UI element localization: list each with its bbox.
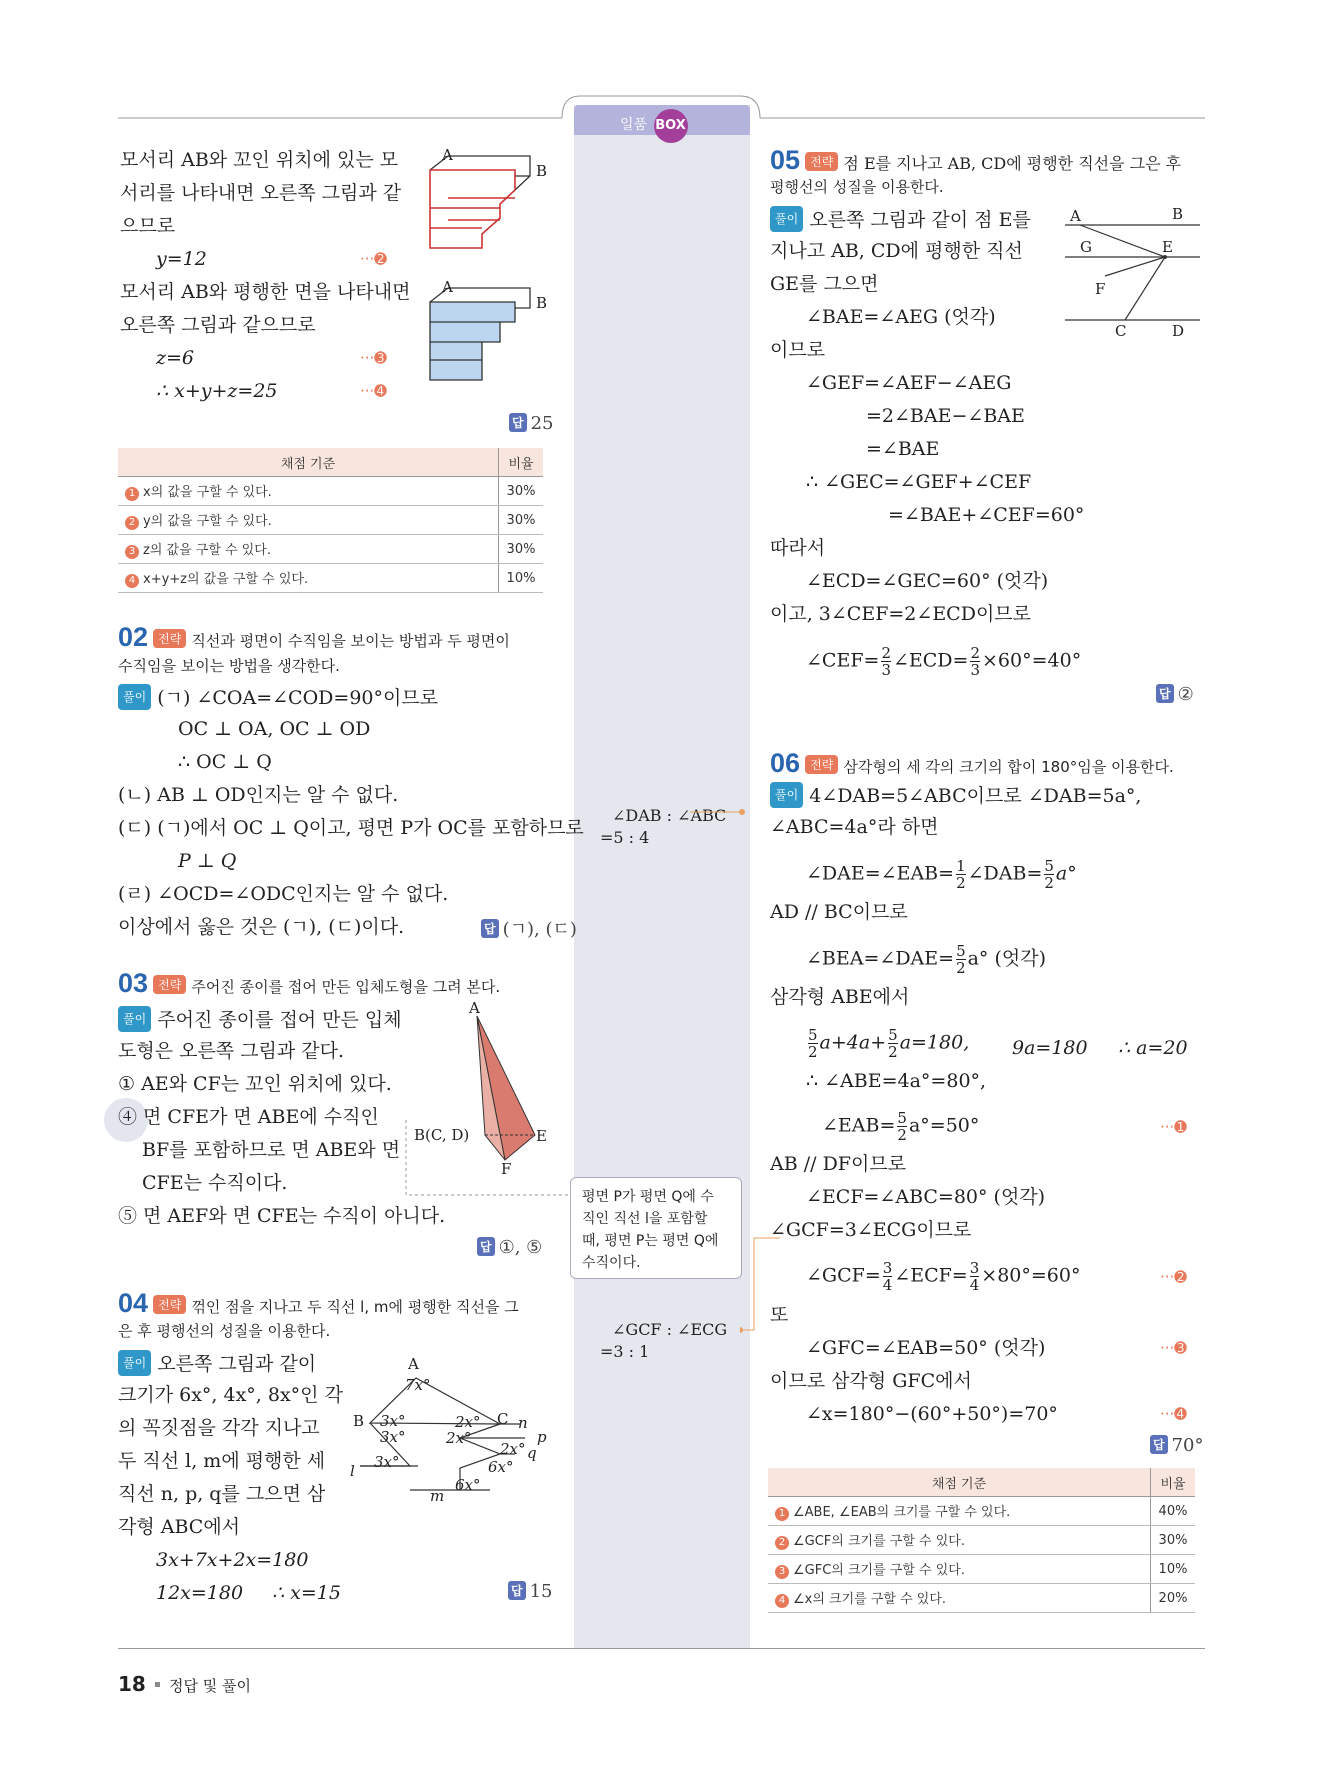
answer-icon: 답 xyxy=(481,919,499,938)
fraction: $\frac{5}{2}$ xyxy=(808,1026,818,1061)
q03-line6: CFE는 수직이다. xyxy=(142,1172,288,1194)
table-row: 4 x+y+z의 값을 구할 수 있다. 10% xyxy=(118,564,543,593)
q04-fig-m: m xyxy=(430,1487,445,1505)
strategy-tag: 전략 xyxy=(153,975,186,994)
mid-note2a: ∠GCF : ∠ECG xyxy=(612,1320,728,1339)
q05-figure xyxy=(1060,210,1205,325)
q04-fig-l: l xyxy=(350,1462,355,1480)
q06-eq4: ∴ ∠ABE=4a°=80°, xyxy=(806,1070,987,1092)
q05-line2: 지나고 AB, CD에 평행한 직선 xyxy=(770,240,1023,262)
q02-strategy2: 수직임을 보이는 방법을 생각한다. xyxy=(118,657,340,675)
q05-eq6: =∠BAE+∠CEF=60° xyxy=(888,504,1085,526)
fig1-a: A xyxy=(442,146,453,164)
q03-line1: 풀이 주어진 종이를 접어 만든 입체 xyxy=(118,1006,402,1032)
q04-line1: 풀이 오른쪽 그림과 같이 xyxy=(118,1350,316,1376)
q04-fig-7x: 7x° xyxy=(405,1376,431,1394)
page-number: 18 xyxy=(118,1672,146,1696)
q05-fig-d: D xyxy=(1172,322,1185,340)
q04-line2: 크기가 6x°, 4x°, 8x°인 각 xyxy=(118,1384,343,1406)
q05-answer: 답 ② xyxy=(1156,684,1194,705)
q02-line8: 이상에서 옳은 것은 (ㄱ), (ㄷ)이다. xyxy=(118,916,405,938)
tip-line3: 때, 평면 P는 평면 Q에 xyxy=(582,1233,719,1249)
solution-tag: 풀이 xyxy=(118,1350,151,1376)
footer-label: 정답 및 풀이 xyxy=(169,1677,252,1695)
p1-mark2: ···➋ xyxy=(360,250,387,268)
q04-fig-n: n xyxy=(518,1414,528,1432)
p1-line3: 으므로 xyxy=(120,215,176,237)
q06-eq3c: 9a=180 xyxy=(1012,1037,1088,1059)
mid-note1a: ∠DAB : ∠ABC xyxy=(612,806,727,825)
q06-heading xyxy=(770,748,1174,779)
q04-heading xyxy=(118,1288,519,1319)
fraction: $\frac{2}{3}$ xyxy=(881,644,891,679)
q05-eq7: ∠ECD=∠GEC=60° (엇각) xyxy=(806,570,1049,592)
q05-fig-b: B xyxy=(1172,205,1184,223)
q04-fig-p: p xyxy=(537,1428,547,1446)
p1-line1: 모서리 AB와 꼬인 위치에 있는 모 xyxy=(120,149,399,171)
fig1-b: B xyxy=(536,162,548,180)
q04-line4: 두 직선 l, m에 평행한 세 xyxy=(118,1450,326,1472)
footer xyxy=(118,1672,251,1696)
strategy-tag: 전략 xyxy=(805,152,838,171)
q05-line3: GE를 그으면 xyxy=(770,273,879,295)
q02-line2: OC ⊥ OA, OC ⊥ OD xyxy=(178,718,371,740)
p1-line4: 모서리 AB와 평행한 면을 나타내면 xyxy=(120,281,411,303)
connector-2 xyxy=(740,1230,780,1350)
q04-fig-3xa: 3x° xyxy=(380,1412,406,1430)
table-header: 채점 기준 비율 xyxy=(768,1468,1195,1497)
p1-mark3: ···➌ xyxy=(360,349,387,367)
q06-line2: ∠ABC=4a°라 하면 xyxy=(770,816,939,838)
q05-eq2: ∠GEF=∠AEF−∠AEG xyxy=(806,372,1012,394)
q06-mark4: ···➍ xyxy=(1160,1405,1187,1423)
q05-strategy2: 평행선의 성질을 이용한다. xyxy=(770,178,944,196)
q06-eq10: ∠x=180°−(60°+50°)=70° xyxy=(806,1403,1058,1425)
q06-line3: AD // BC이므로 xyxy=(770,901,908,923)
q03-line3: ① AE와 CF는 꼬인 위치에 있다. xyxy=(118,1073,392,1095)
q03-number: 03 xyxy=(118,968,149,998)
box-badge: BOX xyxy=(654,109,688,143)
p1-line5: 오른쪽 그림과 같으므로 xyxy=(120,314,316,336)
q02-line7: (ㄹ) ∠OCD=∠ODC인지는 알 수 없다. xyxy=(118,883,449,905)
q05-eq3: =2∠BAE−∠BAE xyxy=(866,405,1025,427)
q04-fig-2xb: 2x° xyxy=(446,1429,472,1447)
answer-icon: 답 xyxy=(477,1237,495,1256)
q06-line5: AB // DF이므로 xyxy=(770,1153,907,1175)
q05-eq8: ∠CEF= $\frac{2}{3}$ ∠ECD= $\frac{2}{3}$ ×60°=40° xyxy=(806,644,1082,679)
strategy-tag: 전략 xyxy=(805,755,838,774)
q04-fig-c: C xyxy=(497,1410,509,1428)
solution-tag: 풀이 xyxy=(118,684,151,710)
fraction: $\frac{2}{3}$ xyxy=(970,644,981,679)
q04-line6: 각형 ABC에서 xyxy=(118,1516,241,1538)
q04-line5: 직선 n, p, q를 그으면 삼 xyxy=(118,1483,326,1505)
q03-line2: 도형은 오른쪽 그림과 같다. xyxy=(118,1040,345,1062)
fraction: $\frac{5}{2}$ xyxy=(897,1109,907,1144)
q04-fig-a: A xyxy=(408,1355,419,1373)
answer-icon: 답 xyxy=(508,1581,526,1600)
fraction: $\frac{5}{2}$ xyxy=(888,1026,898,1061)
table-row: 1 ∠ABE, ∠EAB의 크기를 구할 수 있다. 40% xyxy=(768,1497,1195,1526)
footer-rule xyxy=(118,1648,1205,1649)
q05-number: 05 xyxy=(770,145,801,175)
q03-line7: ⑤ 면 AEF와 면 CFE는 수직이 아니다. xyxy=(118,1205,446,1227)
q04-fig-3xd: 3x° xyxy=(374,1453,400,1471)
q06-eq6: ∠ECF=∠ABC=80° (엇각) xyxy=(806,1186,1046,1208)
criteria-table-1 xyxy=(118,448,543,593)
answer-icon: 답 xyxy=(1150,1435,1168,1454)
q04-strategy2: 은 후 평행선의 성질을 이용한다. xyxy=(118,1322,331,1340)
connector-1 xyxy=(690,800,750,820)
q06-mark2: ···➋ xyxy=(1160,1268,1187,1286)
q05-line4: 이므로 xyxy=(770,339,826,361)
p1-y: y=12 xyxy=(156,248,207,270)
fraction: $\frac{5}{2}$ xyxy=(1044,857,1054,892)
q06-line7: 이므로 삼각형 GFC에서 xyxy=(770,1370,972,1392)
q02-line1: 풀이 (ㄱ) ∠COA=∠COD=90°이므로 xyxy=(118,684,438,710)
q04-fig-q: q xyxy=(527,1444,537,1462)
table-header: 채점 기준 비율 xyxy=(118,448,543,477)
tip-line1: 평면 P가 평면 Q에 수 xyxy=(582,1189,714,1205)
q05-fig-g: G xyxy=(1080,238,1092,256)
table-row: 3 ∠GFC의 크기를 구할 수 있다. 10% xyxy=(768,1555,1195,1584)
q02-line5: (ㄷ) (ㄱ)에서 OC ⊥ Q이고, 평면 P가 OC를 포함하므로 xyxy=(118,817,584,839)
p1-line2: 서리를 나타내면 오른쪽 그림과 같 xyxy=(120,182,402,204)
q05-eq5: ∴ ∠GEC=∠GEF+∠CEF xyxy=(806,471,1032,493)
q06-eq2: ∠BEA=∠DAE= $\frac{5}{2}$ a° (엇각) xyxy=(806,942,1047,977)
solution-tag: 풀이 xyxy=(770,782,803,808)
q06-strategy: 삼각형의 세 각의 크기의 합이 180°임을 이용한다. xyxy=(843,758,1174,776)
q06-line4: 삼각형 ABE에서 xyxy=(770,986,910,1008)
tip-line4: 수직이다. xyxy=(582,1255,641,1271)
q04-eq1: 3x+7x+2x=180 xyxy=(156,1549,309,1571)
q05-heading xyxy=(770,145,1181,176)
mid-note1b: =5 : 4 xyxy=(600,828,650,847)
tip-line2: 직인 직선 l을 포함할 xyxy=(582,1211,708,1227)
q04-fig-3xb: 3x° xyxy=(380,1428,406,1446)
criteria-table-2 xyxy=(768,1468,1195,1613)
q04-fig-6xd: 6x° xyxy=(488,1458,514,1476)
q03-line5: BF를 포함하므로 면 ABE와 면 xyxy=(142,1139,401,1161)
q04-eq3: ∴ x=15 xyxy=(272,1582,341,1604)
middle-column xyxy=(574,105,750,1648)
q03-fig-bcd: B(C, D) xyxy=(414,1126,470,1144)
footer-dot xyxy=(155,1682,160,1687)
q04-fig-b: B xyxy=(353,1412,365,1430)
q03-strategy: 주어진 종이를 접어 만든 입체도형을 그려 본다. xyxy=(191,978,501,996)
box-label-ilpum: 일품 xyxy=(620,117,648,133)
q04-line3: 의 꼭짓점을 각각 지나고 xyxy=(118,1417,320,1439)
p1-z: z=6 xyxy=(156,347,195,369)
q04-fig-2xc: 2x° xyxy=(500,1440,526,1458)
table-row: 1 x의 값을 구할 수 있다. 30% xyxy=(118,477,543,506)
q04-fig-6xe: 6x° xyxy=(455,1476,481,1494)
q05-fig-f: F xyxy=(1095,280,1106,298)
fraction: $\frac{1}{2}$ xyxy=(956,857,966,892)
q06-eq5: ∠EAB= $\frac{5}{2}$ a°=50° xyxy=(822,1109,980,1144)
p1-sum: ∴ x+y+z=25 xyxy=(156,380,278,402)
q05-line5: 따라서 xyxy=(770,537,826,559)
q05-line6: 이고, 3∠CEF=2∠ECD이므로 xyxy=(770,603,1032,625)
q02-line4: (ㄴ) AB ⊥ OD인지는 알 수 없다. xyxy=(118,784,399,806)
table-row: 2 ∠GCF의 크기를 구할 수 있다. 30% xyxy=(768,1526,1195,1555)
q06-answer: 답 70° xyxy=(1150,1435,1204,1456)
q06-eq3d: ∴ a=20 xyxy=(1118,1037,1188,1059)
q05-line1: 풀이 오른쪽 그림과 같이 점 E를 xyxy=(770,206,1031,232)
table-row: 4 ∠x의 크기를 구할 수 있다. 20% xyxy=(768,1584,1195,1613)
q03-fig-f: F xyxy=(501,1160,512,1178)
box-label xyxy=(620,109,688,143)
q03-fig-e: E xyxy=(536,1127,547,1145)
q06-line1: 풀이 4∠DAB=5∠ABC이므로 ∠DAB=5a°, xyxy=(770,782,1141,808)
table-row: 3 z의 값을 구할 수 있다. 30% xyxy=(118,535,543,564)
q05-eq1: ∠BAE=∠AEG (엇각) xyxy=(806,306,996,328)
q02-strategy1: 직선과 평면이 수직임을 보이는 방법과 두 평면이 xyxy=(191,632,510,650)
q05-fig-c: C xyxy=(1115,322,1127,340)
fraction: $\frac{5}{2}$ xyxy=(956,942,966,977)
q06-number: 06 xyxy=(770,748,801,778)
p1-answer: 답 25 xyxy=(509,413,554,434)
solution-tag: 풀이 xyxy=(118,1006,151,1032)
q03-heading xyxy=(118,968,500,999)
fraction: $\frac{3}{4}$ xyxy=(882,1259,893,1294)
q04-answer: 답 15 xyxy=(508,1581,553,1602)
q06-eq8: ∠GCF= $\frac{3}{4}$ ∠ECF= $\frac{3}{4}$ ×80°=60° xyxy=(806,1259,1081,1294)
q06-line6: 또 xyxy=(770,1304,789,1326)
mid-note2b: =3 : 1 xyxy=(600,1342,650,1361)
q05-fig-a: A xyxy=(1070,207,1081,225)
q03-answer: 답 ①, ⑤ xyxy=(477,1237,542,1258)
q04-eq2: 12x=180 xyxy=(156,1582,244,1604)
q06-eq1: ∠DAE=∠EAB= $\frac{1}{2}$ ∠DAB= $\frac{5}{2}$ a° xyxy=(806,857,1077,892)
q03-line4: ④ 면 CFE가 면 ABE에 수직인 xyxy=(118,1106,379,1128)
q06-eq7: ∠GCF=3∠ECG이므로 xyxy=(770,1219,972,1241)
q04-number: 04 xyxy=(118,1288,149,1318)
connector-dashed xyxy=(400,1110,570,1200)
q06-eq3: $\frac{5}{2}$ a+4a+ $\frac{5}{2}$ a=180, xyxy=(808,1026,970,1061)
q02-number: 02 xyxy=(118,622,149,652)
q06-mark3: ···➌ xyxy=(1160,1339,1187,1357)
fraction: $\frac{3}{4}$ xyxy=(969,1259,980,1294)
q02-line6: P ⊥ Q xyxy=(178,850,237,872)
q06-eq9: ∠GFC=∠EAB=50° (엇각) xyxy=(806,1337,1046,1359)
table-row: 2 y의 값을 구할 수 있다. 30% xyxy=(118,506,543,535)
fig2-b: B xyxy=(536,294,548,312)
p1-mark4: ···➍ xyxy=(360,382,387,400)
q05-eq4: =∠BAE xyxy=(866,438,940,460)
q02-heading xyxy=(118,622,510,653)
q06-mark1: ···➊ xyxy=(1160,1118,1187,1136)
strategy-tag: 전략 xyxy=(153,1295,186,1314)
answer-icon: 답 xyxy=(509,413,527,432)
q04-strategy1: 꺾인 점을 지나고 두 직선 l, m에 평행한 직선을 그 xyxy=(191,1298,519,1316)
q05-fig-e: E xyxy=(1162,238,1173,256)
answer-icon: 답 xyxy=(1156,684,1174,703)
q02-answer: 답 (ㄱ), (ㄷ) xyxy=(481,915,577,941)
strategy-tag: 전략 xyxy=(153,629,186,648)
q03-fig-a: A xyxy=(469,999,480,1017)
solution-tag: 풀이 xyxy=(770,206,803,232)
fig2-a: A xyxy=(442,278,453,296)
q02-line3: ∴ OC ⊥ Q xyxy=(178,751,272,773)
q05-strategy1: 점 E를 지나고 AB, CD에 평행한 직선을 그은 후 xyxy=(843,154,1182,173)
q04-fig-2xa: 2x° xyxy=(455,1413,481,1431)
